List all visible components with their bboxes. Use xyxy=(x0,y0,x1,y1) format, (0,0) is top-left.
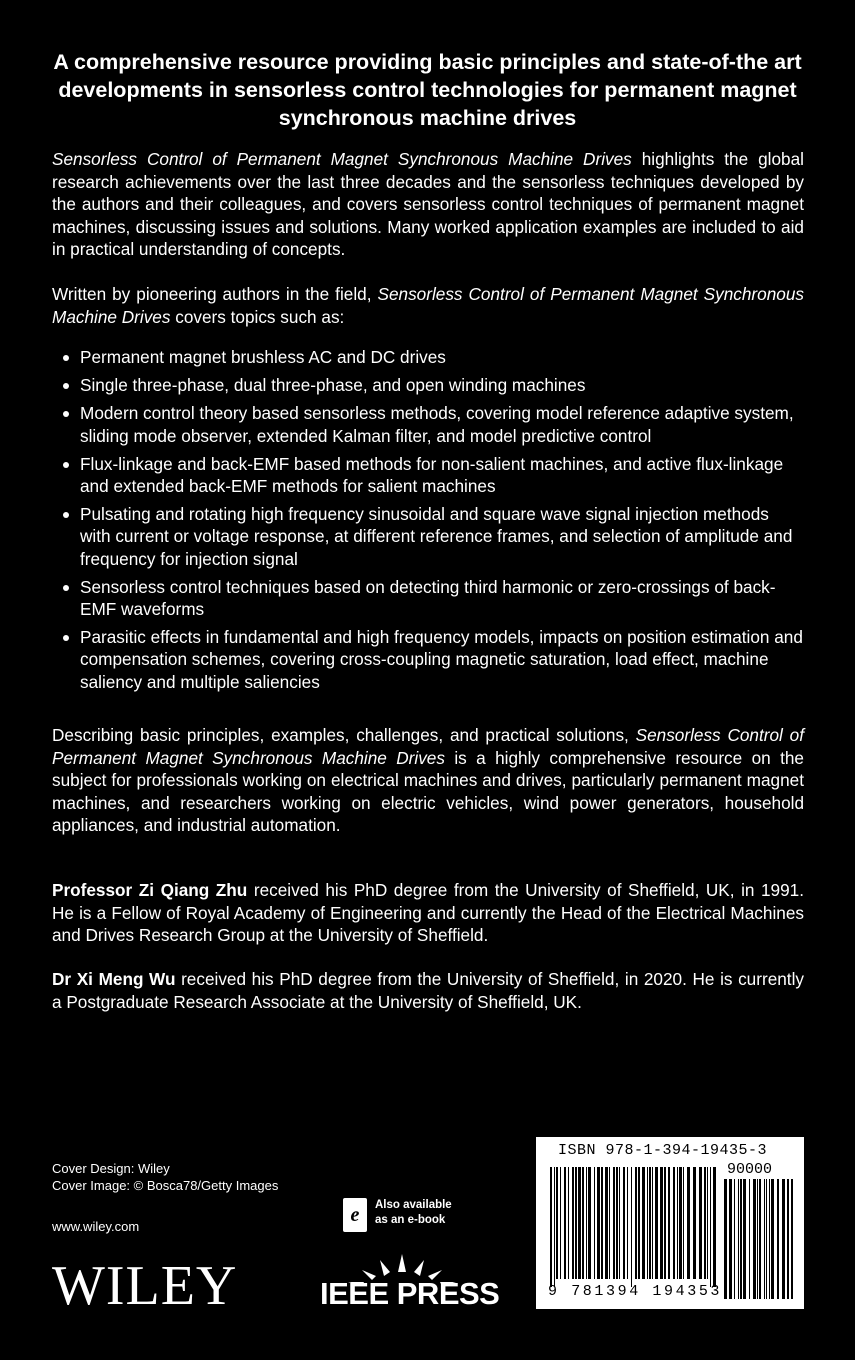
list-item xyxy=(52,346,804,368)
author-bio xyxy=(52,968,804,1013)
bullet-icon xyxy=(63,585,69,591)
topics-intro-before: Written by pioneering authors in the field, xyxy=(52,284,378,304)
barcode-bar xyxy=(707,1167,708,1279)
summary-after: is a highly comprehensive resource on the subject for professionals working on electrical machines and drives, particularly permanent magnet machines, and researchers working on electric vehicles, wind power generators, household appliances, and industrial automation. xyxy=(52,747,804,835)
barcode-bar xyxy=(660,1167,663,1279)
list-item xyxy=(52,453,804,497)
barcode-bar xyxy=(724,1179,727,1299)
barcode-bar xyxy=(550,1167,552,1287)
barcode-bar xyxy=(649,1167,651,1279)
list-item-text: Single three-phase, dual three-phase, and open winding machines xyxy=(80,375,586,396)
author-name: Dr Xi Meng Wu xyxy=(52,969,176,989)
list-item-text: Modern control theory based sensorless methods, covering model reference adaptive system, sliding mode observer, extended Kalman filter, and model predictive control xyxy=(80,403,794,446)
barcode-bar xyxy=(613,1167,615,1279)
bullet-icon xyxy=(63,355,69,361)
list-item-text: Parasitic effects in fundamental and high frequency models, impacts on position estimation and compensation schemes, covering cross-coupling magnetic saturation, load effect, machine saliency and multiple saliencies xyxy=(80,627,803,692)
author-bio xyxy=(52,879,804,947)
intro-text: highlights the global research achievements over the last three decades and the sensorless techniques developed by the authors and their colleagues, and covers sensorless control techniques of permanent magnet machines, discussing issues and solutions. Many worked application examples are included to aid in practical understanding of concepts. xyxy=(52,149,804,259)
barcode-bar xyxy=(597,1167,600,1279)
barcode-bar xyxy=(568,1167,569,1279)
intro-paragraph xyxy=(52,148,804,261)
barcode-bar xyxy=(582,1167,584,1279)
list-item-text: Sensorless control techniques based on detecting third harmonic or zero-crossings of back-EMF waveforms xyxy=(80,576,776,620)
list-item xyxy=(52,402,804,446)
barcode-bar xyxy=(560,1167,561,1279)
list-item xyxy=(52,374,804,396)
barcode-bar xyxy=(699,1167,702,1279)
wiley-logo: WILEY xyxy=(52,1255,238,1317)
barcode-bar xyxy=(652,1167,653,1279)
barcode-bar xyxy=(769,1179,770,1299)
ebook-notice xyxy=(343,1198,452,1232)
barcode-bar xyxy=(638,1167,640,1279)
barcode-bar xyxy=(734,1179,735,1299)
list-item-text: Pulsating and rotating high frequency sinusoidal and square wave signal injection methods with current or voltage response, at different reference frames, and selection of amplitude and frequency for injection signal xyxy=(80,504,793,569)
barcode-bar xyxy=(729,1179,732,1299)
ebook-line2: as an e-book xyxy=(375,1214,446,1226)
ieee-press-logo: IEEE PRESS xyxy=(320,1276,500,1311)
barcode-bar xyxy=(683,1167,684,1279)
list-item xyxy=(52,503,804,570)
barcode-bar xyxy=(782,1179,785,1299)
list-item xyxy=(52,626,804,693)
ebook-line1: Also available xyxy=(375,1199,452,1211)
book-title: Sensorless Control of Permanent Magnet Synchronous Machine Drives xyxy=(52,284,804,327)
barcode-bar xyxy=(771,1179,774,1299)
barcode-bar xyxy=(627,1167,628,1279)
barcode-bar xyxy=(704,1167,706,1279)
summary-before: Describing basic principles, examples, challenges, and practical solutions, xyxy=(52,725,636,745)
barcode-bar xyxy=(677,1167,678,1279)
barcode-bar xyxy=(749,1179,750,1299)
barcode-bar xyxy=(777,1179,779,1299)
cover-design-credit: Cover Design: Wiley xyxy=(52,1161,170,1176)
barcode-bar xyxy=(605,1167,608,1279)
barcode xyxy=(536,1137,804,1309)
barcode-bar xyxy=(710,1167,711,1287)
cover-credits xyxy=(52,1160,278,1194)
isbn-number: ISBN 978-1-394-19435-3 xyxy=(558,1142,768,1159)
barcode-bar xyxy=(655,1167,658,1279)
bullet-icon xyxy=(63,383,69,389)
topics-intro xyxy=(52,283,804,328)
list-item xyxy=(52,576,804,620)
barcode-bar xyxy=(687,1167,690,1279)
barcode-bar xyxy=(578,1167,581,1279)
book-title: Sensorless Control of Permanent Magnet Synchronous Machine Drives xyxy=(52,149,632,169)
barcode-bar xyxy=(757,1179,758,1299)
barcode-bar xyxy=(787,1179,789,1299)
author-bio-text: received his PhD degree from the University of Sheffield, in 2020. He is currently a Postgraduate Research Associate at the University of Sheffield, UK. xyxy=(52,969,804,1012)
bullet-icon xyxy=(63,411,69,417)
author-bio-text: received his PhD degree from the University of Sheffield, UK, in 1991. He is a Fellow of Royal Academy of Engineering and currently the Head of the Electrical Machines and Drives Research Group at the University of Sheffield. xyxy=(52,880,804,945)
barcode-bar xyxy=(619,1167,620,1279)
website-link[interactable]: www.wiley.com xyxy=(52,1219,140,1234)
bullet-icon xyxy=(63,462,69,468)
barcode-bar xyxy=(647,1167,648,1279)
barcode-bar xyxy=(738,1179,739,1299)
ebook-icon: e xyxy=(343,1198,367,1232)
summary-paragraph xyxy=(52,724,804,837)
barcode-bar xyxy=(623,1167,625,1279)
barcode-bar xyxy=(616,1167,618,1279)
barcode-bar xyxy=(635,1167,637,1279)
barcode-bar xyxy=(564,1167,566,1279)
barcode-bar xyxy=(594,1167,595,1279)
barcode-bar xyxy=(759,1179,761,1299)
barcode-bar xyxy=(766,1179,767,1299)
ean-digits: 9 781394 194353 xyxy=(548,1283,723,1300)
barcode-bar xyxy=(556,1167,558,1279)
headline: A comprehensive resource providing basic principles and state-of-the art developments in sensorless control technologies for permanent magnet synchronous machine drives xyxy=(53,50,802,130)
barcode-bar xyxy=(753,1179,756,1299)
barcode-bar xyxy=(664,1167,666,1279)
barcode-bar xyxy=(668,1167,670,1279)
ebook-text xyxy=(375,1198,452,1228)
barcode-bar xyxy=(693,1167,696,1279)
cover-image-credit: Cover Image: © Bosca78/Getty Images xyxy=(52,1178,279,1193)
barcode-bar xyxy=(554,1167,555,1287)
barcode-bar xyxy=(631,1167,632,1287)
barcode-bar xyxy=(572,1167,574,1279)
barcode-bar xyxy=(609,1167,610,1279)
barcode-bar xyxy=(679,1167,682,1279)
bullet-icon xyxy=(63,512,69,518)
author-name: Professor Zi Qiang Zhu xyxy=(52,880,248,900)
barcode-bar xyxy=(575,1167,577,1279)
barcode-bar xyxy=(740,1179,742,1299)
barcode-bar xyxy=(791,1179,793,1299)
list-item-text: Flux-linkage and back-EMF based methods for non-salient machines, and active flux-linkage and extended back-EMF methods for salient machines xyxy=(80,453,784,497)
barcode-bar xyxy=(673,1167,675,1279)
list-item-text: Permanent magnet brushless AC and DC drives xyxy=(80,347,446,367)
barcode-bar xyxy=(713,1167,716,1287)
book-title: Sensorless Control of Permanent Magnet Synchronous Machine Drives xyxy=(52,725,804,768)
barcode-bar xyxy=(588,1167,591,1279)
price-code: 90000 xyxy=(727,1161,773,1178)
barcode-bar xyxy=(764,1179,765,1299)
barcode-bar xyxy=(586,1167,587,1279)
bullet-icon xyxy=(63,635,69,641)
barcode-bar xyxy=(642,1167,645,1279)
topics-list xyxy=(52,346,804,699)
topics-intro-after: covers topics such as: xyxy=(170,306,345,327)
barcode-bar xyxy=(743,1179,746,1299)
barcode-bar xyxy=(601,1167,603,1279)
